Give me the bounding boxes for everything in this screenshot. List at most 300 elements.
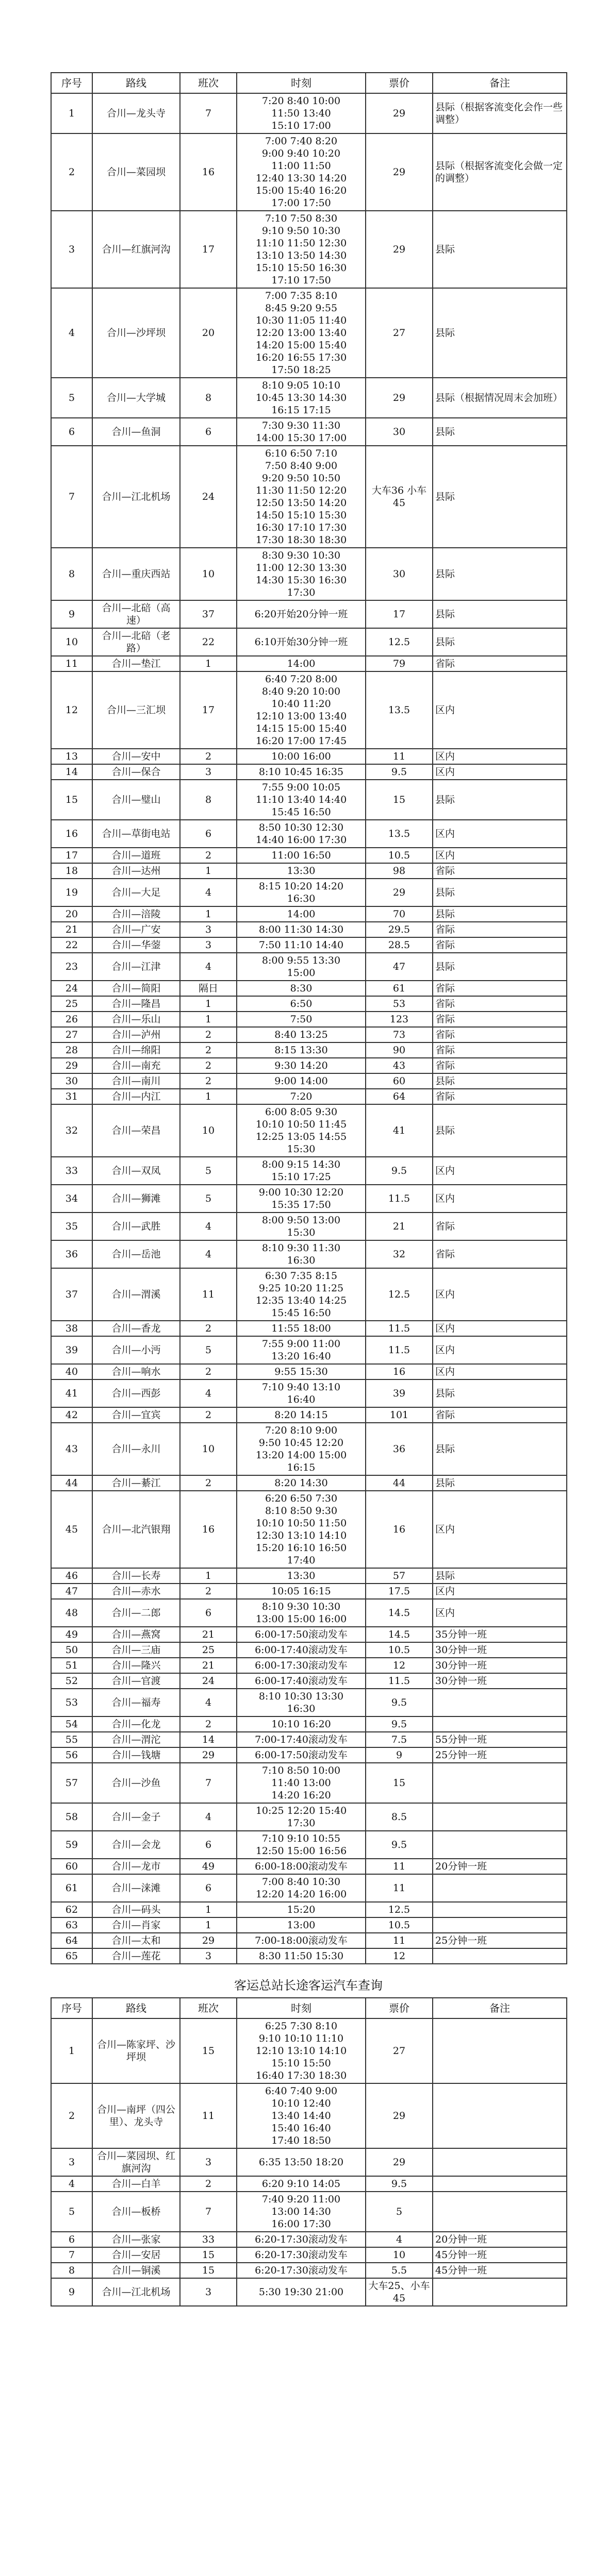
cell-route: 合川—赤水 — [92, 1584, 180, 1599]
cell-fare: 7.5 — [366, 1732, 433, 1747]
table-row — [51, 2176, 567, 2192]
cell-trips: 37 — [180, 600, 237, 628]
cell-times: 7:10 8:50 10:00 11:40 13:00 14:20 16:20 — [237, 1763, 366, 1803]
cell-notes — [433, 1917, 567, 1933]
cell-fare: 12 — [366, 1658, 433, 1673]
cell-trips: 4 — [180, 1213, 237, 1240]
table-row — [51, 996, 567, 1012]
table-row — [51, 1874, 567, 1902]
cell-times: 6:35 13:50 18:20 — [237, 2148, 366, 2176]
table-row — [51, 1213, 567, 1240]
cell-times: 11:00 16:50 — [237, 848, 366, 863]
cell-trips: 21 — [180, 1627, 237, 1642]
cell-times: 7:50 — [237, 1012, 366, 1027]
table-row — [51, 863, 567, 879]
table-row — [51, 1042, 567, 1058]
cell-notes: 省际 — [433, 1240, 567, 1268]
cell-notes: 县际（根据情况周末会加班） — [433, 378, 567, 418]
cell-notes: 20分钟一班 — [433, 2232, 567, 2247]
cell-index: 54 — [51, 1716, 92, 1732]
cell-route: 合川—板桥 — [92, 2192, 180, 2232]
cell-trips: 25 — [180, 1642, 237, 1658]
cell-times: 8:10 9:05 10:10 10:45 13:30 14:30 16:15 17:15 — [237, 378, 366, 418]
cell-times: 6:00-17:50滚动发车 — [237, 1747, 366, 1763]
cell-fare: 16 — [366, 1491, 433, 1568]
cell-trips: 24 — [180, 446, 237, 548]
cell-index: 19 — [51, 879, 92, 906]
cell-route: 合川—化龙 — [92, 1716, 180, 1732]
cell-route: 合川—重庆西站 — [92, 548, 180, 600]
cell-trips: 7 — [180, 93, 237, 133]
cell-notes: 35分钟一班 — [433, 1627, 567, 1642]
table-row — [51, 1104, 567, 1157]
cell-fare: 43 — [366, 1058, 433, 1073]
cell-route: 合川—福寿 — [92, 1689, 180, 1716]
cell-times: 8:10 9:30 10:30 13:00 15:00 16:00 — [237, 1599, 366, 1627]
cell-index: 22 — [51, 937, 92, 953]
cell-route: 合川—璧山 — [92, 780, 180, 820]
cell-route: 合川—张家 — [92, 2232, 180, 2247]
cell-notes: 30分钟一班 — [433, 1642, 567, 1658]
cell-notes: 县际 — [433, 906, 567, 922]
cell-fare: 9.5 — [366, 1831, 433, 1859]
cell-route: 合川—铜溪 — [92, 2263, 180, 2278]
cell-times: 7:50 11:10 14:40 — [237, 937, 366, 953]
cell-fare: 11.5 — [366, 1673, 433, 1689]
cell-trips: 16 — [180, 1491, 237, 1568]
cell-route: 合川—乐山 — [92, 1012, 180, 1027]
cell-times: 8:10 10:45 16:35 — [237, 764, 366, 780]
table-row — [51, 1599, 567, 1627]
cell-trips: 29 — [180, 1747, 237, 1763]
table-row — [51, 1917, 567, 1933]
cell-notes — [433, 1874, 567, 1902]
cell-notes: 省际 — [433, 1407, 567, 1423]
table-row — [51, 548, 567, 600]
cell-times: 6:30 7:35 8:15 9:25 10:20 11:25 12:35 13:40 14:25 15:45 16:50 — [237, 1268, 366, 1321]
cell-trips: 7 — [180, 1763, 237, 1803]
cell-fare: 28.5 — [366, 937, 433, 953]
table-row — [51, 1475, 567, 1491]
cell-route: 合川—菜园坝、红旗河沟 — [92, 2148, 180, 2176]
cell-index: 8 — [51, 2263, 92, 2278]
cell-index: 44 — [51, 1475, 92, 1491]
cell-trips: 15 — [180, 2263, 237, 2278]
header-index: 序号 — [51, 1998, 92, 2018]
table-row — [51, 288, 567, 378]
cell-trips: 4 — [180, 953, 237, 981]
cell-fare: 13.5 — [366, 820, 433, 848]
cell-index: 36 — [51, 1240, 92, 1268]
cell-times: 6:20-17:30滚动发车 — [237, 2232, 366, 2247]
cell-trips: 2 — [180, 1042, 237, 1058]
cell-trips: 33 — [180, 2232, 237, 2247]
cell-times: 7:10 9:40 13:10 16:40 — [237, 1379, 366, 1407]
cell-trips: 15 — [180, 2247, 237, 2263]
cell-fare: 大车36 小车45 — [366, 446, 433, 548]
cell-fare: 30 — [366, 548, 433, 600]
cell-trips: 2 — [180, 1058, 237, 1073]
cell-times: 8:50 10:30 12:30 14:40 16:00 17:30 — [237, 820, 366, 848]
cell-index: 52 — [51, 1673, 92, 1689]
cell-fare: 9.5 — [366, 1689, 433, 1716]
cell-trips: 2 — [180, 1584, 237, 1599]
table-row — [51, 953, 567, 981]
cell-route: 合川—垫江 — [92, 656, 180, 671]
cell-fare: 10.5 — [366, 1917, 433, 1933]
cell-notes: 县际 — [433, 1379, 567, 1407]
cell-index: 46 — [51, 1568, 92, 1584]
cell-times: 7:20 8:40 10:00 11:50 13:40 15:10 17:00 — [237, 93, 366, 133]
cell-times: 7:10 9:10 10:55 12:50 15:00 16:56 — [237, 1831, 366, 1859]
cell-route: 合川—沙鱼 — [92, 1763, 180, 1803]
cell-fare: 30 — [366, 418, 433, 446]
table-row — [51, 780, 567, 820]
cell-fare: 4 — [366, 2232, 433, 2247]
cell-index: 10 — [51, 628, 92, 656]
cell-trips: 4 — [180, 1240, 237, 1268]
cell-trips: 5 — [180, 1336, 237, 1364]
cell-index: 6 — [51, 2232, 92, 2247]
cell-index: 13 — [51, 749, 92, 764]
cell-fare: 14.5 — [366, 1627, 433, 1642]
table-header-row — [51, 1998, 567, 2018]
cell-route: 合川—沙坪坝 — [92, 288, 180, 378]
cell-route: 合川—安中 — [92, 749, 180, 764]
table-row — [51, 446, 567, 548]
cell-trips: 11 — [180, 2083, 237, 2148]
cell-trips: 2 — [180, 749, 237, 764]
cell-notes: 区内 — [433, 1336, 567, 1364]
cell-notes: 县际 — [433, 446, 567, 548]
cell-route: 合川—达州 — [92, 863, 180, 879]
cell-notes: 区内 — [433, 848, 567, 863]
cell-index: 26 — [51, 1012, 92, 1027]
table-row — [51, 1336, 567, 1364]
cell-notes: 45分钟一班 — [433, 2263, 567, 2278]
cell-notes — [433, 1803, 567, 1831]
cell-times: 7:10 7:50 8:30 9:10 9:50 10:30 11:10 11:50 12:30 13:10 13:50 14:30 15:10 15:50 16:30 17:10 17:50 — [237, 211, 366, 288]
cell-route: 合川—陈家坪、沙坪坝 — [92, 2018, 180, 2083]
cell-fare: 36 — [366, 1423, 433, 1475]
table-row — [51, 1089, 567, 1104]
cell-notes — [433, 2018, 567, 2083]
table-row — [51, 1027, 567, 1042]
cell-route: 合川—大学城 — [92, 378, 180, 418]
cell-index: 27 — [51, 1027, 92, 1042]
cell-fare: 60 — [366, 1073, 433, 1089]
cell-route: 合川—江北机场 — [92, 2278, 180, 2306]
table-row — [51, 1407, 567, 1423]
cell-route: 合川—简阳 — [92, 981, 180, 996]
cell-notes: 30分钟一班 — [433, 1673, 567, 1689]
header-route: 路线 — [92, 1998, 180, 2018]
cell-route: 合川—狮滩 — [92, 1185, 180, 1213]
cell-route: 合川—肖家 — [92, 1917, 180, 1933]
cell-trips: 5 — [180, 1157, 237, 1185]
cell-times: 6:40 7:40 9:00 10:10 12:40 13:40 14:40 15:40 16:40 17:40 18:50 — [237, 2083, 366, 2148]
cell-notes: 县际 — [433, 1475, 567, 1491]
cell-trips: 2 — [180, 1407, 237, 1423]
cell-route: 合川—三庙 — [92, 1642, 180, 1658]
table-row — [51, 848, 567, 863]
cell-index: 7 — [51, 446, 92, 548]
table-row — [51, 2278, 567, 2306]
table-row — [51, 2083, 567, 2148]
cell-fare: 98 — [366, 863, 433, 879]
cell-trips: 10 — [180, 548, 237, 600]
cell-route: 合川—钱塘 — [92, 1747, 180, 1763]
cell-fare: 73 — [366, 1027, 433, 1042]
cell-fare: 16 — [366, 1364, 433, 1379]
cell-index: 11 — [51, 656, 92, 671]
cell-route: 合川—内江 — [92, 1089, 180, 1104]
cell-route: 合川—隆兴 — [92, 1658, 180, 1673]
cell-route: 合川—龙市 — [92, 1859, 180, 1874]
cell-fare: 10.5 — [366, 848, 433, 863]
cell-times: 6:20-17:30滚动发车 — [237, 2247, 366, 2263]
cell-route: 合川—小沔 — [92, 1336, 180, 1364]
cell-trips: 1 — [180, 1917, 237, 1933]
cell-index: 18 — [51, 863, 92, 879]
cell-trips: 2 — [180, 1364, 237, 1379]
cell-times: 10:00 16:00 — [237, 749, 366, 764]
cell-route: 合川—北碚（老路） — [92, 628, 180, 656]
cell-index: 40 — [51, 1364, 92, 1379]
table-row — [51, 1568, 567, 1584]
cell-trips: 3 — [180, 2278, 237, 2306]
schedule-table-1 — [51, 72, 567, 1964]
cell-index: 2 — [51, 133, 92, 211]
cell-index: 2 — [51, 2083, 92, 2148]
cell-index: 64 — [51, 1933, 92, 1948]
cell-notes: 县际 — [433, 211, 567, 288]
cell-fare: 27 — [366, 2018, 433, 2083]
table-row — [51, 671, 567, 749]
cell-times: 6:00-17:40滚动发车 — [237, 1673, 366, 1689]
cell-times: 8:00 9:55 13:30 15:00 — [237, 953, 366, 981]
cell-notes: 县际 — [433, 1104, 567, 1157]
cell-fare: 9 — [366, 1747, 433, 1763]
cell-notes: 省际 — [433, 656, 567, 671]
table-row — [51, 1012, 567, 1027]
cell-index: 3 — [51, 2148, 92, 2176]
table-row — [51, 1157, 567, 1185]
cell-times: 7:20 — [237, 1089, 366, 1104]
cell-times: 13:30 — [237, 1568, 366, 1584]
cell-index: 16 — [51, 820, 92, 848]
cell-trips: 2 — [180, 1716, 237, 1732]
table-row — [51, 1948, 567, 1964]
cell-trips: 3 — [180, 937, 237, 953]
cell-route: 合川—广安 — [92, 922, 180, 937]
table-row — [51, 2232, 567, 2247]
cell-notes: 区内 — [433, 1268, 567, 1321]
cell-route: 合川—菜园坝 — [92, 133, 180, 211]
table-row — [51, 1831, 567, 1859]
schedule-table-2 — [51, 1997, 567, 2306]
cell-notes: 20分钟一班 — [433, 1859, 567, 1874]
table-body-1 — [51, 93, 567, 1964]
cell-route: 合川—三汇坝 — [92, 671, 180, 749]
cell-notes: 县际 — [433, 1073, 567, 1089]
cell-notes: 省际 — [433, 1058, 567, 1073]
cell-trips: 16 — [180, 133, 237, 211]
cell-route: 合川—泸州 — [92, 1027, 180, 1042]
table-row — [51, 1642, 567, 1658]
cell-trips: 6 — [180, 1599, 237, 1627]
cell-index: 24 — [51, 981, 92, 996]
cell-times: 15:20 — [237, 1902, 366, 1917]
cell-times: 9:55 15:30 — [237, 1364, 366, 1379]
cell-fare: 5 — [366, 2192, 433, 2232]
table-row — [51, 2018, 567, 2083]
cell-fare: 29 — [366, 2148, 433, 2176]
cell-index: 35 — [51, 1213, 92, 1240]
table-row — [51, 922, 567, 937]
cell-times: 14:00 — [237, 656, 366, 671]
header-route: 路线 — [92, 73, 180, 93]
table-row — [51, 1584, 567, 1599]
cell-index: 32 — [51, 1104, 92, 1157]
cell-notes: 省际 — [433, 922, 567, 937]
cell-trips: 49 — [180, 1859, 237, 1874]
cell-times: 7:00 7:35 8:10 8:45 9:20 9:55 10:30 11:05 11:40 12:20 13:00 13:40 14:20 15:00 15:40 16:20 16:55 17:30 17:50 18:25 — [237, 288, 366, 378]
section-title: 客运总站长途客运汽车查询 — [234, 1978, 383, 1993]
cell-notes — [433, 1716, 567, 1732]
cell-times: 6:20-17:30滚动发车 — [237, 2263, 366, 2278]
cell-fare: 64 — [366, 1089, 433, 1104]
cell-notes: 省际 — [433, 1042, 567, 1058]
cell-route: 合川—大足 — [92, 879, 180, 906]
cell-index: 63 — [51, 1917, 92, 1933]
cell-index: 1 — [51, 93, 92, 133]
table-row — [51, 764, 567, 780]
cell-times: 8:00 9:50 13:00 15:30 — [237, 1213, 366, 1240]
cell-times: 10:05 16:15 — [237, 1584, 366, 1599]
cell-trips: 20 — [180, 288, 237, 378]
cell-notes — [433, 2176, 567, 2192]
cell-trips: 8 — [180, 780, 237, 820]
cell-trips: 6 — [180, 1874, 237, 1902]
cell-trips: 1 — [180, 1089, 237, 1104]
cell-times: 7:20 8:10 9:00 9:50 10:45 12:20 13:20 14:00 15:00 16:15 — [237, 1423, 366, 1475]
cell-times: 7:30 9:30 11:30 14:00 15:30 17:00 — [237, 418, 366, 446]
cell-fare: 9.5 — [366, 1157, 433, 1185]
cell-index: 51 — [51, 1658, 92, 1673]
cell-fare: 17 — [366, 600, 433, 628]
cell-trips: 1 — [180, 906, 237, 922]
cell-fare: 29.5 — [366, 922, 433, 937]
cell-fare: 90 — [366, 1042, 433, 1058]
cell-fare: 11.5 — [366, 1336, 433, 1364]
cell-notes: 县际 — [433, 780, 567, 820]
schedule-sheet — [51, 72, 566, 2306]
cell-notes — [433, 2083, 567, 2148]
cell-index: 47 — [51, 1584, 92, 1599]
cell-route: 合川—北汽银翔 — [92, 1491, 180, 1568]
cell-index: 42 — [51, 1407, 92, 1423]
table-row — [51, 211, 567, 288]
cell-notes — [433, 2148, 567, 2176]
cell-times: 6:00-17:40滚动发车 — [237, 1642, 366, 1658]
cell-times: 9:30 14:20 — [237, 1058, 366, 1073]
cell-times: 8:20 14:30 — [237, 1475, 366, 1491]
table-row — [51, 1379, 567, 1407]
cell-times: 7:00-18:00滚动发车 — [237, 1933, 366, 1948]
cell-trips: 4 — [180, 879, 237, 906]
cell-notes: 省际 — [433, 1213, 567, 1240]
cell-index: 3 — [51, 211, 92, 288]
cell-index: 58 — [51, 1803, 92, 1831]
cell-times: 13:30 — [237, 863, 366, 879]
cell-times: 8:30 — [237, 981, 366, 996]
cell-times: 6:20 9:10 14:05 — [237, 2176, 366, 2192]
cell-notes: 55分钟一班 — [433, 1732, 567, 1747]
cell-trips: 1 — [180, 656, 237, 671]
cell-fare: 12.5 — [366, 1268, 433, 1321]
cell-trips: 8 — [180, 378, 237, 418]
cell-notes: 省际 — [433, 863, 567, 879]
cell-trips: 4 — [180, 1803, 237, 1831]
table-row — [51, 378, 567, 418]
cell-fare: 41 — [366, 1104, 433, 1157]
cell-fare: 29 — [366, 879, 433, 906]
table-row — [51, 1423, 567, 1475]
cell-index: 45 — [51, 1491, 92, 1568]
cell-index: 17 — [51, 848, 92, 863]
cell-times: 7:00 8:40 10:30 12:20 14:20 16:00 — [237, 1874, 366, 1902]
cell-times: 6:25 7:30 8:10 9:10 10:10 11:10 12:10 13:10 14:10 15:10 15:50 16:40 17:30 18:30 — [237, 2018, 366, 2083]
cell-fare: 9.5 — [366, 764, 433, 780]
cell-index: 53 — [51, 1689, 92, 1716]
cell-route: 合川—鱼洞 — [92, 418, 180, 446]
table-row — [51, 1902, 567, 1917]
cell-index: 39 — [51, 1336, 92, 1364]
cell-index: 8 — [51, 548, 92, 600]
cell-fare: 32 — [366, 1240, 433, 1268]
cell-times: 10:10 16:20 — [237, 1716, 366, 1732]
cell-times: 7:40 9:20 11:00 13:00 14:30 16:00 17:30 — [237, 2192, 366, 2232]
cell-notes: 25分钟一班 — [433, 1747, 567, 1763]
cell-route: 合川—会龙 — [92, 1831, 180, 1859]
cell-fare: 9.5 — [366, 2176, 433, 2192]
cell-fare: 29 — [366, 93, 433, 133]
cell-route: 合川—渭沱 — [92, 1732, 180, 1747]
cell-notes: 县际 — [433, 953, 567, 981]
cell-trips: 1 — [180, 863, 237, 879]
cell-trips: 7 — [180, 2192, 237, 2232]
table-row — [51, 2263, 567, 2278]
cell-times: 8:00 9:15 14:30 15:10 17:25 — [237, 1157, 366, 1185]
cell-index: 49 — [51, 1627, 92, 1642]
cell-fare: 29 — [366, 378, 433, 418]
cell-route: 合川—渭溪 — [92, 1268, 180, 1321]
cell-fare: 5.5 — [366, 2263, 433, 2278]
cell-index: 57 — [51, 1763, 92, 1803]
table-row — [51, 1364, 567, 1379]
cell-times: 6:50 — [237, 996, 366, 1012]
table-row — [51, 93, 567, 133]
cell-fare: 9.5 — [366, 1716, 433, 1732]
cell-notes: 45分钟一班 — [433, 2247, 567, 2263]
cell-notes: 省际 — [433, 937, 567, 953]
table-row — [51, 600, 567, 628]
cell-notes: 省际 — [433, 996, 567, 1012]
cell-fare: 27 — [366, 288, 433, 378]
cell-trips: 3 — [180, 1948, 237, 1964]
cell-times: 8:20 14:15 — [237, 1407, 366, 1423]
